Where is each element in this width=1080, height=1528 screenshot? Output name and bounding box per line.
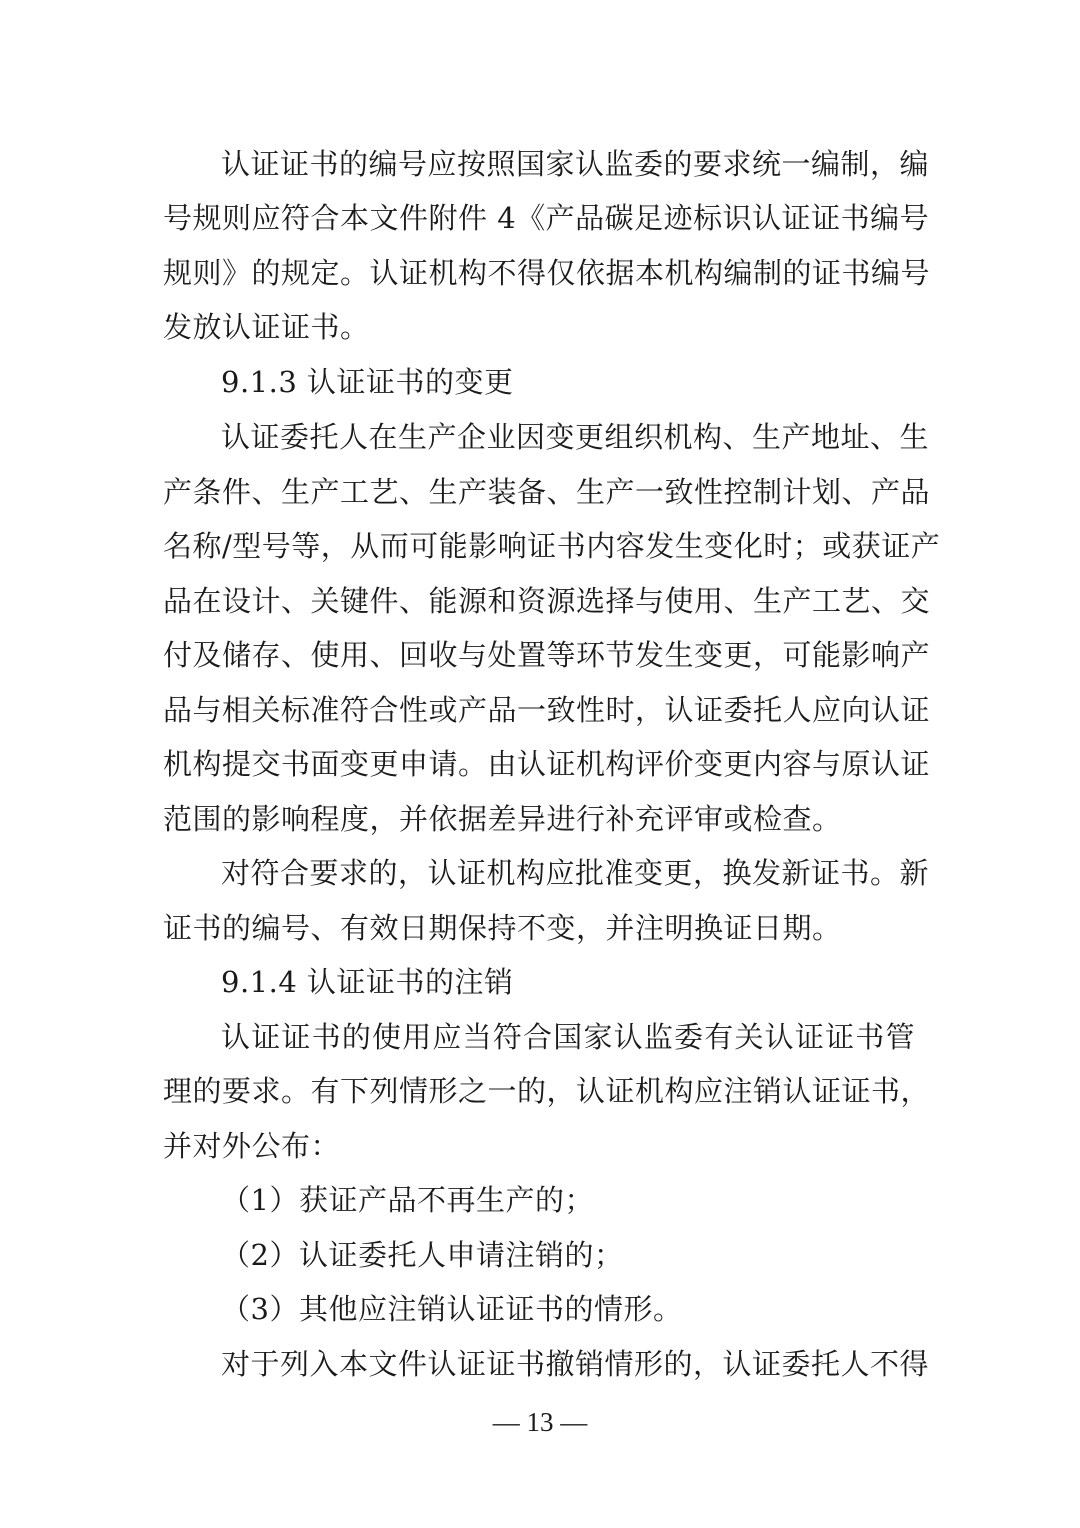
paragraph-line: 品与相关标准符合性或产品一致性时，认证委托人应向认证 (163, 693, 931, 727)
section-heading: 9.1.4 认证证书的注销 (221, 965, 514, 999)
paragraph-line: 机构提交书面变更申请。由认证机构评价变更内容与原认证 (163, 747, 931, 781)
list-item: （2）认证委托人申请注销的； (221, 1238, 624, 1272)
paragraph-line: 付及储存、使用、回收与处置等环节发生变更，可能影响产 (163, 638, 931, 672)
list-item: （3）其他应注销认证证书的情形。 (221, 1292, 683, 1326)
paragraph-line: 产条件、生产工艺、生产装备、生产一致性控制计划、产品 (163, 475, 931, 509)
paragraph-line: 规则》的规定。认证机构不得仅依据本机构编制的证书编号 (163, 256, 931, 290)
paragraph-line: 发放认证证书。 (163, 310, 370, 344)
paragraph-line: 认证证书的使用应当符合国家认监委有关认证证书管 (221, 1020, 915, 1054)
paragraph-line: 证书的编号、有效日期保持不变，并注明换证日期。 (163, 911, 842, 945)
section-heading: 9.1.3 认证证书的变更 (221, 365, 514, 399)
paragraph-line: 对符合要求的，认证机构应批准变更，换发新证书。新 (221, 856, 930, 890)
page-number: — 13 — (492, 1407, 588, 1437)
paragraph-line: 品在设计、关键件、能源和资源选择与使用、生产工艺、交 (163, 584, 931, 618)
list-item: （1）获证产品不再生产的； (221, 1183, 594, 1217)
paragraph-line: 认证证书的编号应按照国家认监委的要求统一编制，编 (221, 147, 930, 181)
paragraph-line: 理的要求。有下列情形之一的，认证机构应注销认证证书， (163, 1074, 931, 1108)
paragraph-line: 对于列入本文件认证证书撤销情形的，认证委托人不得 (221, 1347, 930, 1381)
paragraph-line: 范围的影响程度，并依据差异进行补充评审或检查。 (163, 802, 842, 836)
paragraph-line: 号规则应符合本文件附件 4《产品碳足迹标识认证证书编号 (163, 201, 930, 235)
paragraph-line: 认证委托人在生产企业因变更组织机构、生产地址、生 (221, 420, 930, 454)
paragraph-line: 并对外公布： (163, 1129, 341, 1163)
paragraph-line: 名称/型号等，从而可能影响证书内容发生变化时；或获证产 (163, 529, 941, 563)
